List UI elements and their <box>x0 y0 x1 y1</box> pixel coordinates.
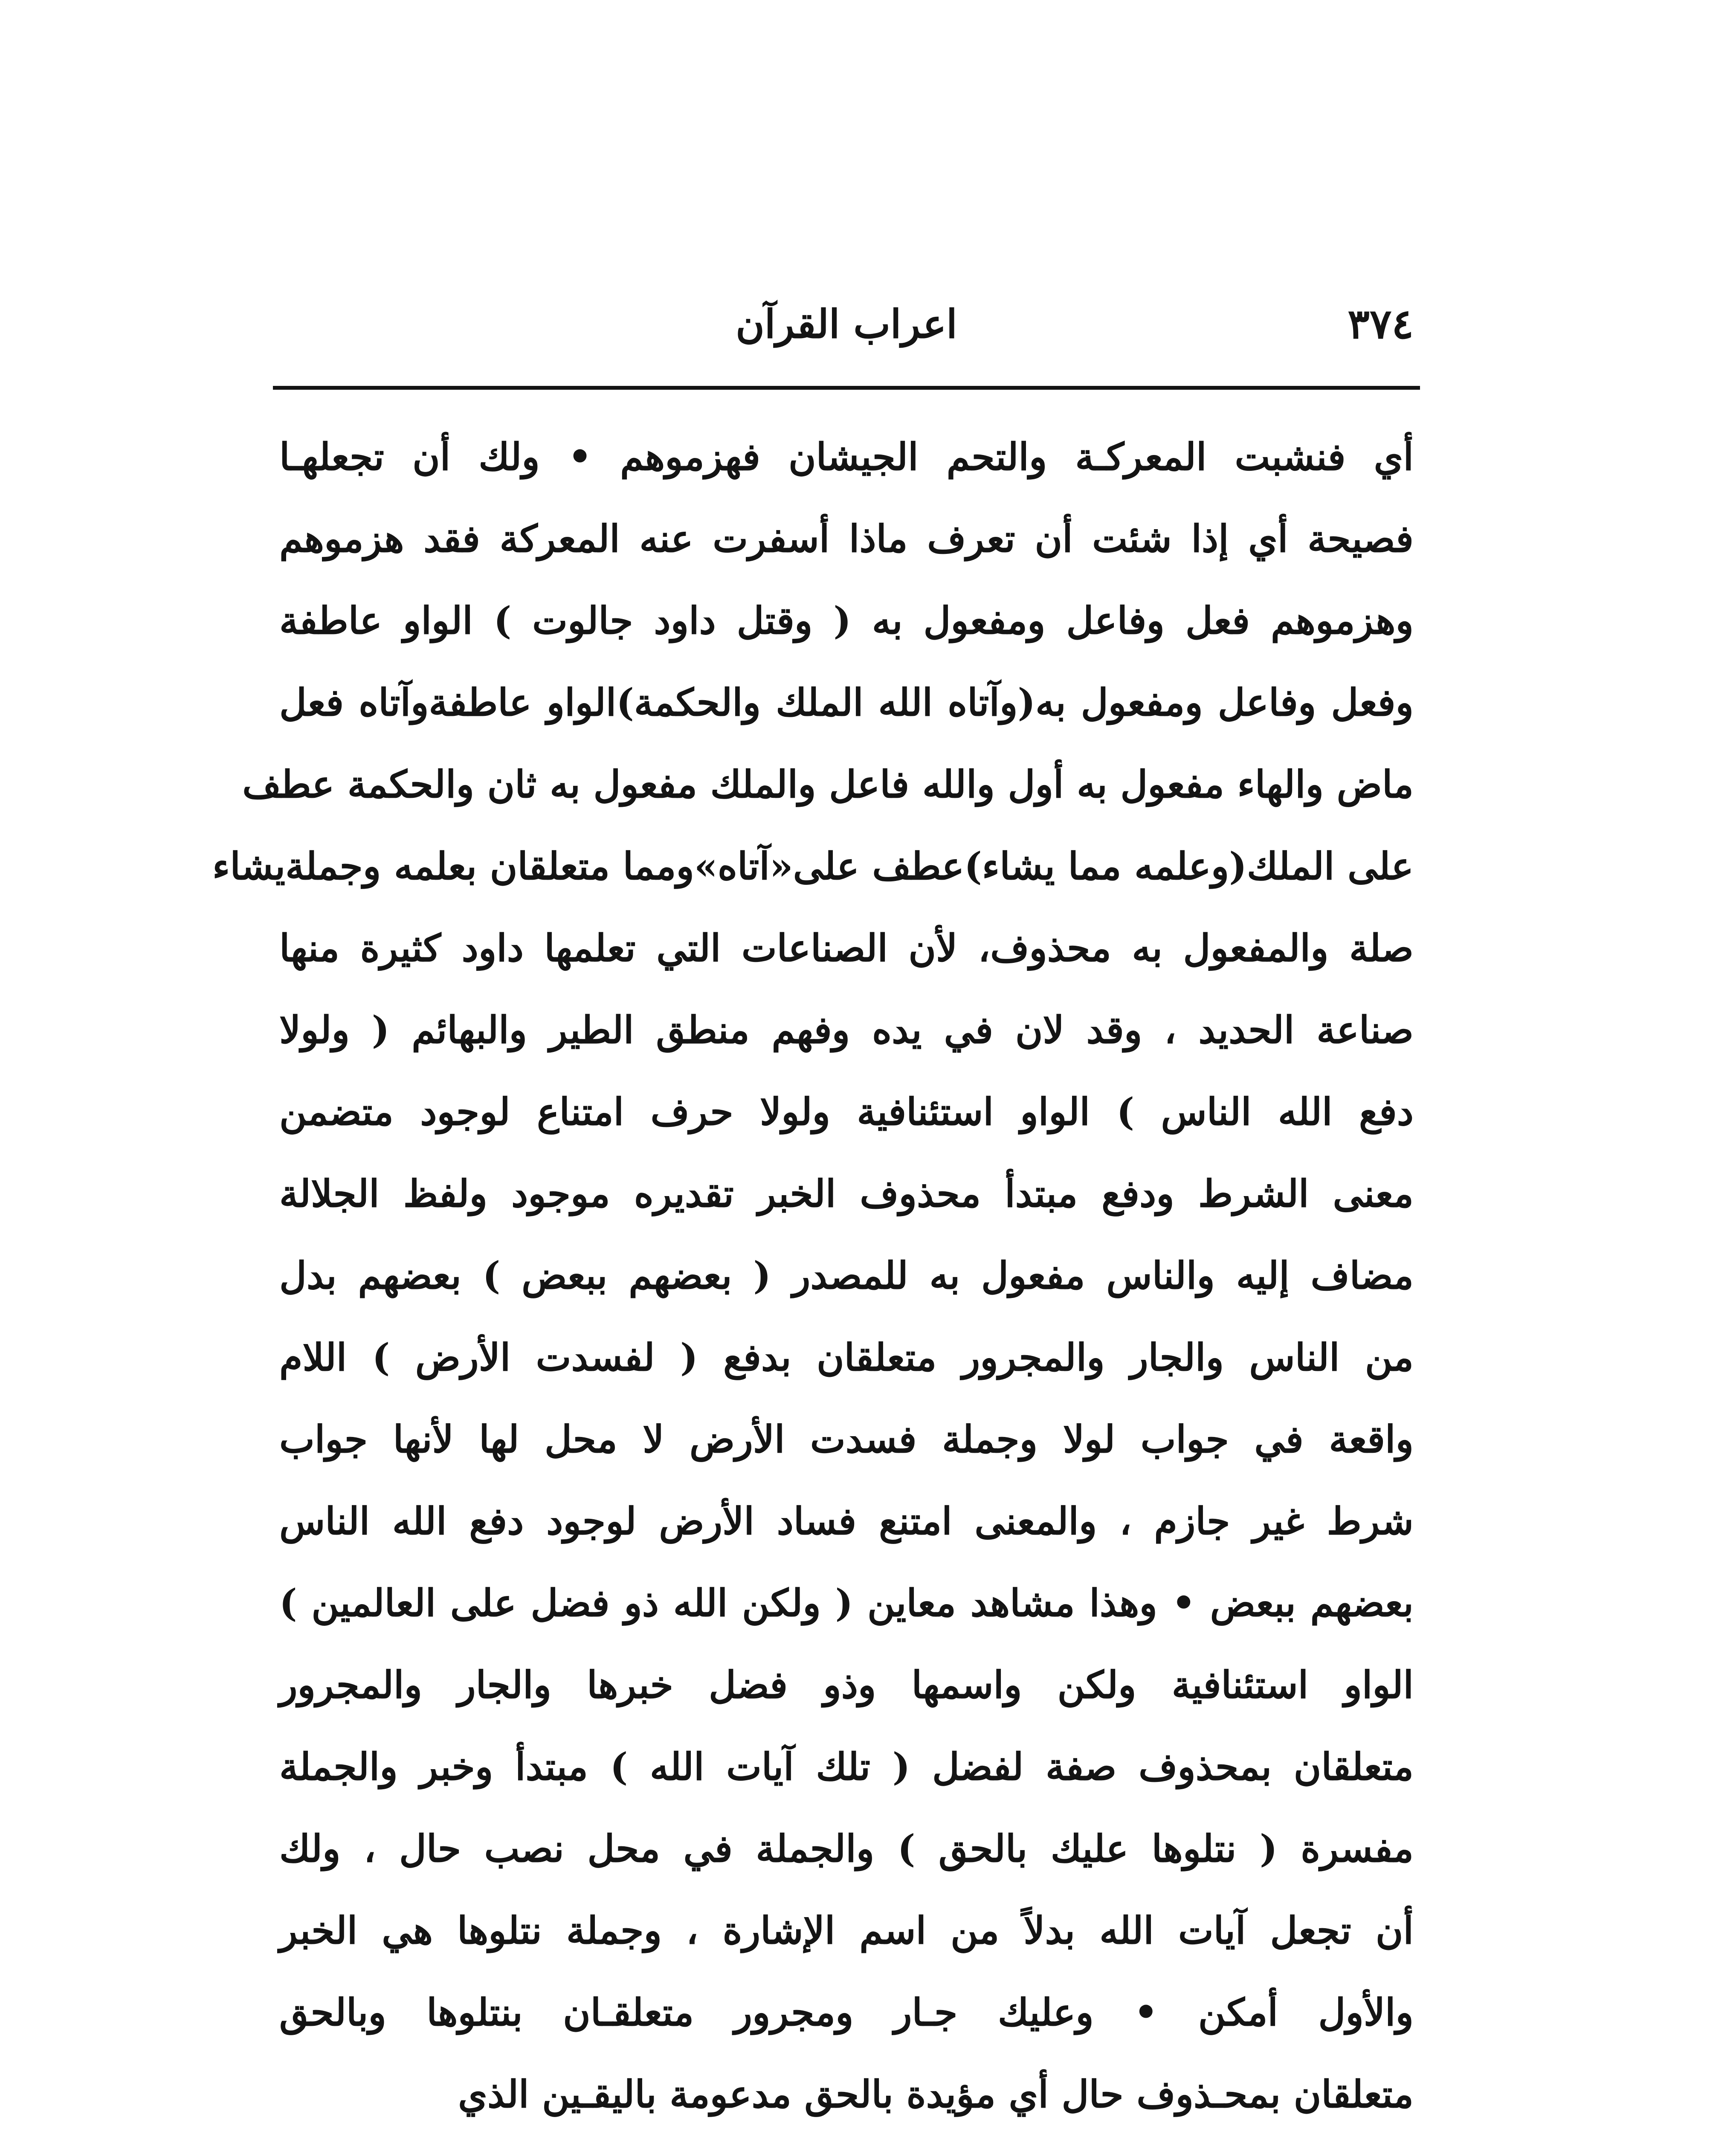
text-line: واقعة في جواب لولا وجملة فسدت الأرض لا محل لها لأنها جواب <box>279 1417 1414 1461</box>
text-line: شرط غير جازم ، والمعنى امتنع فساد الأرض لوجود دفع الله الناس <box>279 1499 1414 1543</box>
text-line: مفسرة ( نتلوها عليك بالحق ) والجملة في محل نصب حال ، ولك <box>279 1826 1414 1871</box>
page-header <box>279 294 1414 367</box>
text-line: من الناس والجار والمجرور متعلقان بدفع ( لفسدت الأرض ) اللام <box>279 1335 1414 1379</box>
text-line: معنى الشرط ودفع مبتدأ محذوف الخبر تقديره موجود ولفظ الجلالة <box>279 1171 1414 1216</box>
text-line: وهزموهم فعل وفاعل ومفعول به ( وقتل داود جالوت ) الواو عاطفة <box>279 598 1414 643</box>
text-line: دفع الله الناس ) الواو استئنافية ولولا حرف امتناع لوجود متضمن <box>279 1089 1414 1134</box>
text-line: أن تجعل آيات الله بدلاً من اسم الإشارة ، وجملة نتلوها هي الخبر <box>279 1908 1414 1952</box>
running-title: اعراب القرآن <box>736 301 957 347</box>
body-text <box>212 416 1414 2132</box>
text-line: على الملك(وعلمه مما يشاء)عطف على«آتاه»ومما متعلقان بعلمه وجملةيشاء <box>212 844 1414 888</box>
text-line: مضاف إليه والناس مفعول به للمصدر ( بعضهم ببعض ) بعضهم بدل <box>279 1253 1414 1298</box>
page-number: ٣٧٤ <box>1348 300 1414 348</box>
text-line: الواو استئنافية ولكن واسمها وذو فضل خبرها والجار والمجرور <box>279 1663 1414 1707</box>
text-line: فصيحة أي إذا شئت أن تعرف ماذا أسفرت عنه المعركة فقد هزموهم <box>279 516 1414 561</box>
text-line: وفعل وفاعل ومفعول به(وآتاه الله الملك والحكمة)الواو عاطفةوآتاه فعل <box>279 680 1414 724</box>
text-line: أي فنشبت المعركـة والتحم الجيشان فهزموهم • ولك أن تجعلهـا <box>279 435 1414 479</box>
text-line: متعلقان بمحـذوف حال أي مؤيدة بالحق مدعومة باليقـين الذي <box>458 2072 1414 2116</box>
header-rule <box>273 386 1420 390</box>
text-line: صناعة الحديد ، وقد لان في يده وفهم منطق الطير والبهائم ( ولولا <box>279 1008 1414 1052</box>
text-line: والأول أمكن • وعليك جـار ومجرور متعلقـان بنتلوها وبالحق <box>279 1990 1414 2034</box>
text-line: ماض والهاء مفعول به أول والله فاعل والملك مفعول به ثان والحكمة عطف <box>242 762 1414 806</box>
text-line: صلة والمفعول به محذوف، لأن الصناعات التي تعلمها داود كثيرة منها <box>279 926 1414 970</box>
text-line: بعضهم ببعض • وهذا مشاهد معاين ( ولكن الله ذو فضل على العالمين ) <box>279 1581 1414 1625</box>
text-line: متعلقان بمحذوف صفة لفضل ( تلك آيات الله ) مبتدأ وخبر والجملة <box>279 1744 1414 1789</box>
